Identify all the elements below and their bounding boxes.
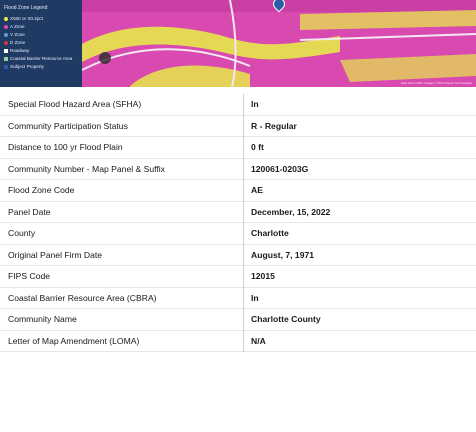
- row-label: Distance to 100 yr Flood Plain: [0, 137, 244, 159]
- legend-item-roadway: [4, 49, 29, 54]
- flood-info-table: [0, 94, 476, 352]
- row-value: 12015: [251, 271, 275, 282]
- red-dot-icon: [4, 41, 8, 45]
- map-attribution: Map data ©2022 Imagery ©2022 Maxar Technologies: [400, 81, 472, 85]
- row-label: Original Panel Firm Date: [0, 244, 244, 266]
- row-label: FIPS Code: [0, 266, 244, 288]
- row-value: R - Regular: [251, 120, 297, 131]
- table-row: [0, 180, 476, 202]
- row-label: Community Participation Status: [0, 115, 244, 137]
- legend-label: A Zone: [10, 24, 25, 29]
- table-row: [0, 137, 476, 159]
- table-row: [0, 330, 476, 352]
- legend-item-subject-property: [4, 65, 44, 70]
- legend-label: X500 or X0.2pct: [10, 16, 43, 21]
- table-row: [0, 223, 476, 245]
- table-row: [0, 287, 476, 309]
- flood-map[interactable]: [0, 0, 476, 87]
- table-row: [0, 158, 476, 180]
- legend-title: Flood Zone Legend: [4, 5, 48, 11]
- legend-label: D Zone: [10, 40, 26, 45]
- row-value: 0 ft: [251, 142, 264, 153]
- legend-item-v-zone: [4, 33, 25, 38]
- pink-dot-icon: [4, 25, 8, 29]
- table-row: [0, 94, 476, 115]
- table-row: [0, 201, 476, 223]
- roadway-icon: [4, 49, 8, 53]
- tree-cluster: [99, 52, 111, 64]
- table-row: [0, 115, 476, 137]
- row-value: August, 7, 1971: [251, 249, 315, 260]
- legend-item-d-zone: [4, 41, 25, 46]
- table-row: [0, 244, 476, 266]
- blue-dot-icon: [4, 33, 8, 37]
- row-label: Panel Date: [0, 201, 244, 223]
- yellow-dot-icon: [4, 17, 8, 21]
- row-value: AE: [251, 185, 263, 196]
- legend-item-x-zone: [4, 17, 43, 22]
- subject-icon: [4, 65, 8, 69]
- row-label: Community Number - Map Panel & Suffix: [0, 158, 244, 180]
- legend-label: Subject Property: [10, 64, 44, 69]
- table-row: [0, 266, 476, 288]
- row-value: In: [251, 292, 259, 303]
- row-value: In: [251, 99, 259, 110]
- cbra-icon: [4, 57, 8, 61]
- row-value: N/A: [251, 335, 266, 346]
- row-label: Community Name: [0, 309, 244, 331]
- row-label: Letter of Map Amendment (LOMA): [0, 330, 244, 352]
- legend-label: Coastal Barrier Resource Area: [10, 56, 73, 61]
- row-label: Special Flood Hazard Area (SFHA): [0, 94, 244, 115]
- legend-label: V Zone: [10, 32, 25, 37]
- row-label: County: [0, 223, 244, 245]
- table-row: [0, 309, 476, 331]
- row-value: December, 15, 2022: [251, 206, 331, 217]
- row-label: Flood Zone Code: [0, 180, 244, 202]
- legend-label: Roadway: [10, 48, 30, 53]
- row-value: 120061-0203G: [251, 163, 309, 174]
- row-value: Charlotte: [251, 228, 289, 239]
- row-label: Coastal Barrier Resource Area (CBRA): [0, 287, 244, 309]
- row-value: Charlotte County: [251, 314, 321, 325]
- legend-item-a-zone: [4, 25, 25, 30]
- legend-item-cbra: [4, 57, 72, 62]
- map-legend: [0, 0, 82, 87]
